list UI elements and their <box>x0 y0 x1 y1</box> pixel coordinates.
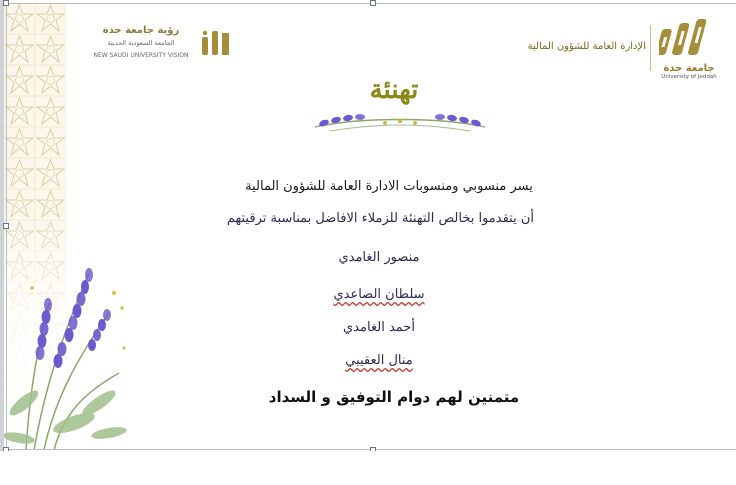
resize-handle-middle-left[interactable] <box>3 223 9 229</box>
greeting-line-2: أن يتقدموا بخالص التهنئة للزملاء الافاضل بمناسبة ترقيتهم <box>226 211 534 226</box>
name-item-4 <box>304 353 454 368</box>
closing-line: متمنين لهم دوام التوفيق و السداد <box>268 388 520 406</box>
name-item-1: منصور الغامدي <box>338 250 420 265</box>
card-title: تهنئة <box>369 75 419 105</box>
university-logo-mark <box>659 19 717 59</box>
greeting-line-1: يسر منسوبي ومنسوبات الادارة العامة للشؤون المالية <box>245 179 533 194</box>
vision-mark-icon <box>198 27 232 61</box>
greeting-card[interactable] <box>4 3 736 450</box>
vision-logo <box>86 25 236 69</box>
resize-handle-top-center[interactable] <box>370 0 376 6</box>
university-logo <box>659 19 719 79</box>
name-item-3: أحمد الغامدي <box>343 320 415 335</box>
lavender-ornament-icon <box>310 109 490 139</box>
name-text-4: منال العقيبي <box>345 353 413 368</box>
lavender-bouquet-illustration <box>4 253 134 450</box>
university-logo-en: University of Jeddah <box>661 74 717 80</box>
university-logo-ar: جامعة جدة <box>663 63 715 74</box>
name-item-2 <box>304 287 454 302</box>
vision-logo-en: NEW SAUDI UNIVERSITY VISION <box>93 52 189 59</box>
document-blank-area <box>0 451 736 485</box>
name-text-2: سلطان الصاعدي <box>333 287 425 302</box>
department-name: الإدارة العامة للشؤون المالية <box>527 41 646 52</box>
header-divider <box>650 25 651 71</box>
vision-logo-sub: الجامعة السعودية الحديثة <box>107 39 175 47</box>
vision-logo-ar: رؤية جامعة جدة <box>102 25 180 36</box>
resize-handle-top-left[interactable] <box>3 0 9 6</box>
